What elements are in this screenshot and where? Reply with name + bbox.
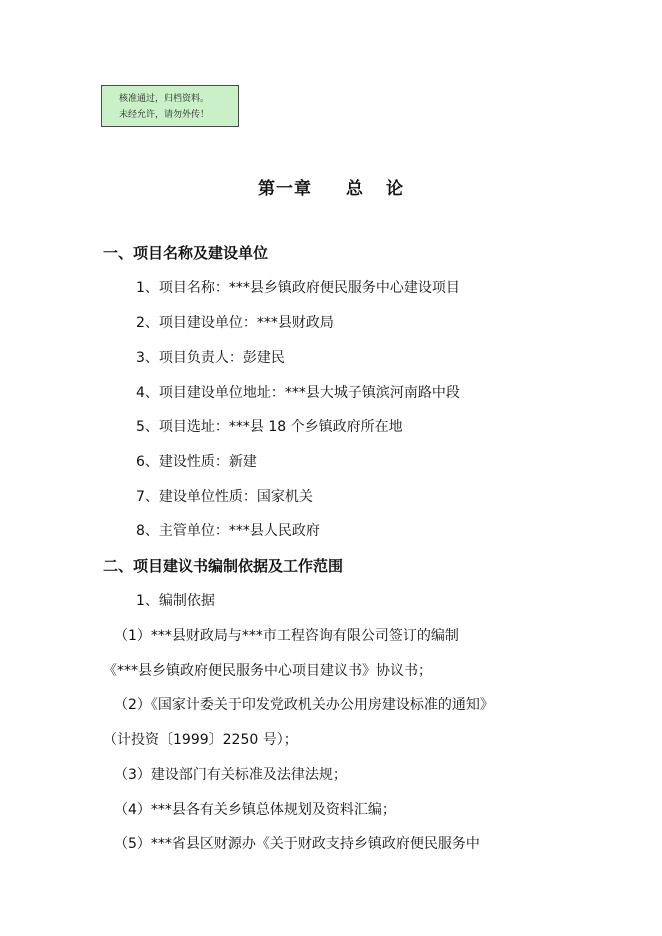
basis-line-2: 《***县乡镇政府便民服务中心项目建议书》协议书； bbox=[103, 663, 432, 679]
chapter-title bbox=[0, 174, 662, 199]
basis-line-6: （4）***县各有关乡镇总体规划及资料汇编； bbox=[114, 802, 396, 818]
stamp-line-1: 核准通过，归档资料。 bbox=[119, 94, 210, 104]
section-1-item-3: 3、项目负责人：彭建民 bbox=[136, 350, 285, 366]
section-1-item-8: 8、主管单位：***县人民政府 bbox=[136, 523, 320, 539]
chapter-label: 第一章 bbox=[258, 179, 312, 199]
section-1-item-6: 6、建设性质：新建 bbox=[136, 454, 257, 470]
section-1-item-5: 5、项目选址：***县 18 个乡镇政府所在地 bbox=[136, 419, 403, 435]
section-2-heading: 二、项目建议书编制依据及工作范围 bbox=[103, 557, 344, 575]
section-1-item-2: 2、项目建设单位：***县财政局 bbox=[136, 315, 334, 331]
section-1-item-4: 4、项目建设单位地址：***县大城子镇滨河南路中段 bbox=[136, 385, 460, 401]
basis-line-7: （5）***省县区财源办《关于财政支持乡镇政府便民服务中 bbox=[114, 836, 480, 852]
section-2-subheading: 1、编制依据 bbox=[136, 593, 215, 609]
approval-stamp bbox=[101, 85, 239, 127]
chapter-title-char-1: 总 bbox=[346, 179, 364, 199]
basis-line-4: （计投资〔1999〕2250 号）； bbox=[103, 732, 298, 748]
section-1-item-1: 1、项目名称：***县乡镇政府便民服务中心建设项目 bbox=[136, 280, 460, 296]
basis-line-1: （1）***县财政局与***市工程咨询有限公司签订的编制 bbox=[114, 628, 459, 644]
section-1-heading: 一、项目名称及建设单位 bbox=[103, 244, 269, 262]
stamp-line-2: 未经允许，请勿外传！ bbox=[119, 110, 210, 120]
section-1-item-7: 7、建设单位性质：国家机关 bbox=[136, 489, 313, 505]
basis-line-3: （2）《国家计委关于印发党政机关办公用房建设标准的通知》 bbox=[114, 697, 494, 713]
chapter-title-char-2: 论 bbox=[386, 179, 404, 199]
basis-line-5: （3）建设部门有关标准及法律法规； bbox=[114, 767, 347, 783]
